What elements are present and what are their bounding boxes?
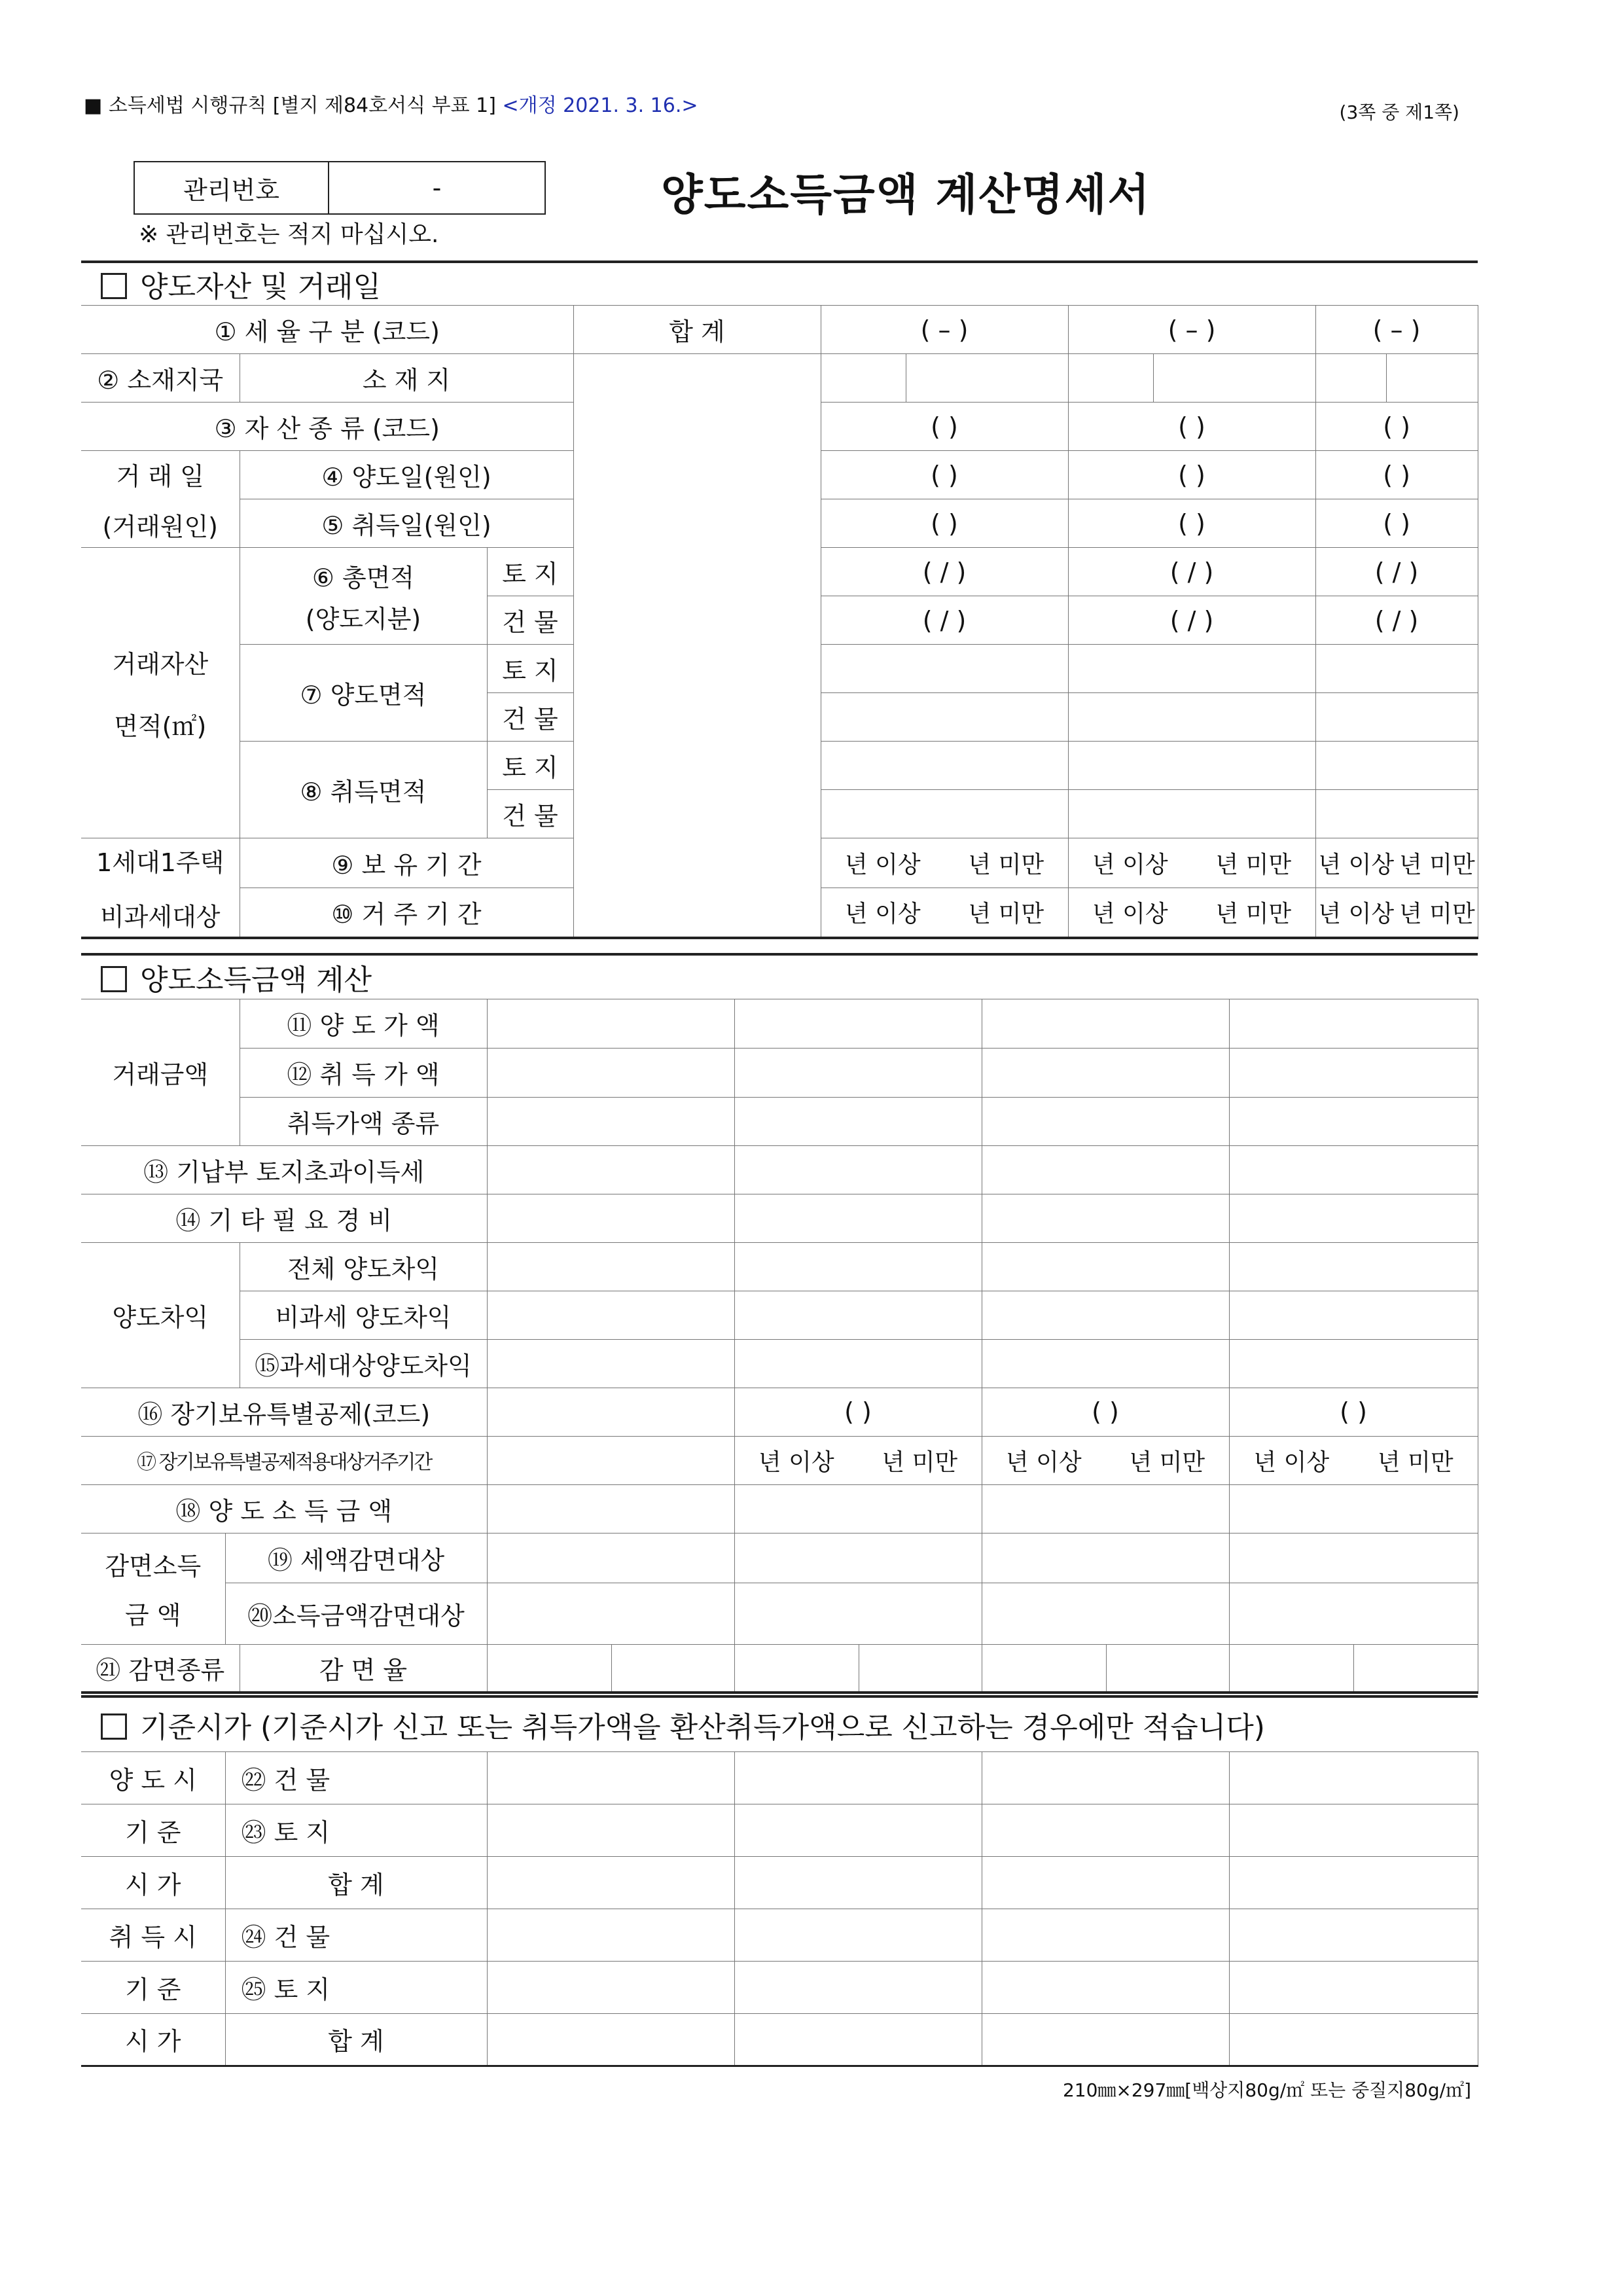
transfer-area-bldg-1[interactable]: [821, 693, 1068, 742]
acquisition-price-total[interactable]: [487, 1048, 734, 1097]
acquired-area-bldg-2[interactable]: [1068, 790, 1315, 838]
price-type-1[interactable]: [734, 1097, 982, 1145]
reduction-rate-1[interactable]: [859, 1644, 982, 1693]
asset-type-1[interactable]: ( ): [821, 403, 1068, 451]
transfer-date-label: ④ 양도일(원인): [240, 451, 573, 499]
nontaxable-gain-label: 비과세 양도차익: [240, 1291, 487, 1339]
total-gain-label: 전체 양도차익: [240, 1242, 487, 1291]
acquisition-date-2[interactable]: ( ): [1068, 499, 1315, 548]
land-label: 토 지: [487, 742, 573, 790]
price-type-total[interactable]: [487, 1097, 734, 1145]
tax-rate-code-2[interactable]: ( – ): [1068, 306, 1315, 354]
location-cell-1[interactable]: [906, 354, 1068, 403]
capital-gain-income-label: ⑱ 양 도 소 득 금 액: [81, 1484, 487, 1533]
management-number-label: 관리번호: [135, 162, 329, 213]
income-reduction-label: ⑳소득금액감면대상: [225, 1583, 487, 1644]
revision-date: <개정 2021. 3. 16.>: [502, 94, 698, 117]
reduction-rate-2[interactable]: [1106, 1644, 1229, 1693]
tax-rate-code-3[interactable]: ( – ): [1315, 306, 1478, 354]
sell-land-2[interactable]: [982, 1804, 1229, 1856]
acquisition-price-3[interactable]: [1229, 1048, 1478, 1097]
other-expenses-2[interactable]: [982, 1194, 1229, 1242]
buy-sum-3[interactable]: [1229, 2013, 1478, 2066]
sell-sum-1[interactable]: [734, 1856, 982, 1909]
total-area-land-1[interactable]: ( / ): [821, 548, 1068, 596]
buy-building-3[interactable]: [1229, 1909, 1478, 1961]
buy-sum-total[interactable]: [487, 2013, 734, 2066]
paid-land-tax-3[interactable]: [1229, 1145, 1478, 1194]
capital-gain-group: 양도차익: [81, 1242, 240, 1388]
other-expenses-3[interactable]: [1229, 1194, 1478, 1242]
acquisition-date-1[interactable]: ( ): [821, 499, 1068, 548]
transfer-area-bldg-3[interactable]: [1315, 693, 1478, 742]
page-indicator: (3쪽 중 제1쪽): [1339, 101, 1459, 123]
sell-building-1[interactable]: [734, 1751, 982, 1804]
acquisition-price-2[interactable]: [982, 1048, 1229, 1097]
capital-gain-income-3[interactable]: [1229, 1484, 1478, 1533]
acquisition-price-label: ⑫ 취 득 가 액: [240, 1048, 487, 1097]
holding-period-2[interactable]: 년 이상 년 미만: [1068, 838, 1315, 888]
section-calc-table: [81, 953, 1478, 1694]
price-type-3[interactable]: [1229, 1097, 1478, 1145]
sell-sum-total[interactable]: [487, 1856, 734, 1909]
trade-amount-group: 거래금액: [81, 999, 240, 1145]
form-title: 양도소득금액 계산명세서: [661, 170, 1151, 220]
total-column-blank: [573, 354, 821, 938]
form-reference: [84, 89, 698, 118]
building-label: 건 물: [487, 790, 573, 838]
reduction-type-2[interactable]: [982, 1644, 1106, 1693]
holding-period-1[interactable]: 년 이상 년 미만: [821, 838, 1068, 888]
reduction-rate-total[interactable]: [611, 1644, 734, 1693]
residence-period-3[interactable]: 년 이상 년 미만: [1315, 888, 1478, 938]
reduction-type-1[interactable]: [734, 1644, 859, 1693]
paid-land-tax-label: ⑬ 기납부 토지초과이득세: [81, 1145, 487, 1194]
total-area-land-2[interactable]: ( / ): [1068, 548, 1315, 596]
long-term-deduction-label: ⑯ 장기보유특별공제(코드): [81, 1388, 487, 1436]
location-cell-2[interactable]: [1153, 354, 1315, 403]
location-country-label: ② 소재지국: [81, 354, 240, 403]
nontaxable-gain-1[interactable]: [734, 1291, 982, 1339]
taxable-gain-1[interactable]: [734, 1339, 982, 1388]
buy-sum-label: 합 계: [225, 2013, 487, 2066]
land-label: 토 지: [487, 548, 573, 596]
price-type-2[interactable]: [982, 1097, 1229, 1145]
sell-sum-label: 합 계: [225, 1856, 487, 1909]
section-3-title: 기준시가 (기준시가 신고 또는 취득가액을 환산취득가액으로 신고하는 경우에만 적습니다): [81, 1696, 1478, 1751]
form-ref-text: ■ 소득세법 시행규칙 [별지 제84호서식 부표 1]: [84, 94, 496, 117]
total-gain-total[interactable]: [487, 1242, 734, 1291]
transfer-area-land-3[interactable]: [1315, 645, 1478, 693]
transfer-date-1[interactable]: ( ): [821, 451, 1068, 499]
transfer-price-1[interactable]: [734, 999, 982, 1048]
transfer-area-land-2[interactable]: [1068, 645, 1315, 693]
holding-period-label: ⑨ 보 유 기 간: [240, 838, 573, 888]
income-reduction-total[interactable]: [487, 1583, 734, 1644]
taxable-gain-2[interactable]: [982, 1339, 1229, 1388]
tax-reduction-total[interactable]: [487, 1533, 734, 1583]
residence-period-1[interactable]: 년 이상 년 미만: [821, 888, 1068, 938]
tax-rate-code-1[interactable]: ( – ): [821, 306, 1068, 354]
nontaxable-gain-2[interactable]: [982, 1291, 1229, 1339]
income-reduction-2[interactable]: [982, 1583, 1229, 1644]
buy-building-total[interactable]: [487, 1909, 734, 1961]
land-label: 토 지: [487, 645, 573, 693]
sell-land-1[interactable]: [734, 1804, 982, 1856]
acquisition-price-type-label: 취득가액 종류: [240, 1097, 487, 1145]
total-area-label: ⑥ 총면적 (양도지분): [240, 548, 487, 645]
sell-building-3[interactable]: [1229, 1751, 1478, 1804]
country-cell-2[interactable]: [1068, 354, 1153, 403]
building-label: 건 물: [487, 596, 573, 645]
section-1-title: 양도자산 및 거래일: [81, 262, 1478, 306]
transfer-area-bldg-2[interactable]: [1068, 693, 1315, 742]
reduction-type-label: ㉑ 감면종류: [81, 1644, 240, 1693]
tax-reduction-1[interactable]: [734, 1533, 982, 1583]
building-label: 건 물: [487, 693, 573, 742]
acquired-area-bldg-3[interactable]: [1315, 790, 1478, 838]
buy-group-line-1: 취 득 시: [81, 1909, 225, 1961]
paid-land-tax-2[interactable]: [982, 1145, 1229, 1194]
acquired-area-land-1[interactable]: [821, 742, 1068, 790]
other-expenses-total[interactable]: [487, 1194, 734, 1242]
management-number-box: [134, 161, 546, 215]
section-asset-table: [81, 260, 1478, 939]
deduction-residence-period-label: ⑰ 장기보유특별공제적용대상거주기간: [81, 1436, 487, 1484]
location-label: 소 재 지: [240, 354, 573, 403]
total-gain-2[interactable]: [982, 1242, 1229, 1291]
asset-type-2[interactable]: ( ): [1068, 403, 1315, 451]
buy-sum-2[interactable]: [982, 2013, 1229, 2066]
transfer-date-3[interactable]: ( ): [1315, 451, 1478, 499]
acquired-area-land-3[interactable]: [1315, 742, 1478, 790]
total-header: 합 계: [573, 306, 821, 354]
capital-gain-income-2[interactable]: [982, 1484, 1229, 1533]
nontaxable-gain-3[interactable]: [1229, 1291, 1478, 1339]
location-cell-3[interactable]: [1386, 354, 1478, 403]
buy-building-label: ㉔ 건 물: [225, 1909, 487, 1961]
paid-land-tax-total[interactable]: [487, 1145, 734, 1194]
management-number-field[interactable]: -: [432, 173, 442, 202]
reduction-rate-3[interactable]: [1353, 1644, 1478, 1693]
buy-land-total[interactable]: [487, 1961, 734, 2013]
country-cell-3[interactable]: [1315, 354, 1386, 403]
buy-land-3[interactable]: [1229, 1961, 1478, 2013]
total-gain-1[interactable]: [734, 1242, 982, 1291]
sell-building-2[interactable]: [982, 1751, 1229, 1804]
other-expenses-1[interactable]: [734, 1194, 982, 1242]
sell-land-total[interactable]: [487, 1804, 734, 1856]
residence-period-2[interactable]: 년 이상 년 미만: [1068, 888, 1315, 938]
sell-sum-3[interactable]: [1229, 1856, 1478, 1909]
reduction-income-group: 감면소득 금 액: [81, 1533, 225, 1644]
transfer-area-label: ⑦ 양도면적: [240, 645, 487, 742]
acquisition-date-3[interactable]: ( ): [1315, 499, 1478, 548]
reduction-type-3[interactable]: [1229, 1644, 1353, 1693]
buy-building-1[interactable]: [734, 1909, 982, 1961]
acquired-area-land-2[interactable]: [1068, 742, 1315, 790]
paid-land-tax-1[interactable]: [734, 1145, 982, 1194]
paper-spec-footer: 210㎜×297㎜[백상지80g/㎡ 또는 중질지80g/㎡]: [1062, 2079, 1471, 2101]
long-term-deduction-1[interactable]: ( ): [734, 1388, 982, 1436]
trade-date-group: 거 래 일 (거래원인): [81, 451, 240, 548]
deduction-residence-total[interactable]: [487, 1436, 734, 1484]
country-cell-1[interactable]: [821, 354, 906, 403]
transfer-price-3[interactable]: [1229, 999, 1478, 1048]
sell-group-line-3: 시 가: [81, 1856, 225, 1909]
sell-sum-2[interactable]: [982, 1856, 1229, 1909]
buy-land-2[interactable]: [982, 1961, 1229, 2013]
tax-reduction-label: ⑲ 세액감면대상: [225, 1533, 487, 1583]
acquired-area-bldg-1[interactable]: [821, 790, 1068, 838]
taxable-gain-3[interactable]: [1229, 1339, 1478, 1388]
taxable-gain-label: ⑮과세대상양도차익: [240, 1339, 487, 1388]
asset-type-3[interactable]: ( ): [1315, 403, 1478, 451]
total-area-land-3[interactable]: ( / ): [1315, 548, 1478, 596]
long-term-deduction-total[interactable]: [487, 1388, 734, 1436]
sell-land-3[interactable]: [1229, 1804, 1478, 1856]
holding-period-3[interactable]: 년 이상 년 미만: [1315, 838, 1478, 888]
sell-building-total[interactable]: [487, 1751, 734, 1804]
total-area-bldg-1[interactable]: ( / ): [821, 596, 1068, 645]
transfer-area-land-1[interactable]: [821, 645, 1068, 693]
tax-reduction-2[interactable]: [982, 1533, 1229, 1583]
income-reduction-3[interactable]: [1229, 1583, 1478, 1644]
deduction-residence-3[interactable]: 년 이상 년 미만: [1229, 1436, 1478, 1484]
buy-land-label: ㉕ 토 지: [225, 1961, 487, 2013]
long-term-deduction-3[interactable]: ( ): [1229, 1388, 1478, 1436]
total-area-bldg-3[interactable]: ( / ): [1315, 596, 1478, 645]
other-expenses-label: ⑭ 기 타 필 요 경 비: [81, 1194, 487, 1242]
long-term-deduction-2[interactable]: ( ): [982, 1388, 1229, 1436]
buy-sum-1[interactable]: [734, 2013, 982, 2066]
asset-type-label: ③ 자 산 종 류 (코드): [81, 403, 573, 451]
sell-land-label: ㉓ 토 지: [225, 1804, 487, 1856]
tax-reduction-3[interactable]: [1229, 1533, 1478, 1583]
transfer-price-label: ⑪ 양 도 가 액: [240, 999, 487, 1048]
reduction-rate-label: 감 면 율: [240, 1644, 487, 1693]
buy-land-1[interactable]: [734, 1961, 982, 2013]
section-2-title: 양도소득금액 계산: [81, 954, 1478, 999]
nontaxable-gain-total[interactable]: [487, 1291, 734, 1339]
deduction-residence-2[interactable]: 년 이상 년 미만: [982, 1436, 1229, 1484]
total-gain-3[interactable]: [1229, 1242, 1478, 1291]
transfer-date-2[interactable]: ( ): [1068, 451, 1315, 499]
sell-group-line-2: 기 준: [81, 1804, 225, 1856]
transfer-price-total[interactable]: [487, 999, 734, 1048]
capital-gain-income-total[interactable]: [487, 1484, 734, 1533]
deduction-residence-1[interactable]: 년 이상 년 미만: [734, 1436, 982, 1484]
section-standard-price-table: [81, 1695, 1478, 2067]
acquisition-price-1[interactable]: [734, 1048, 982, 1097]
asset-area-group: 거래자산 면적(㎡): [81, 548, 240, 838]
tax-rate-class-label: ① 세 율 구 분 (코드): [81, 306, 573, 354]
buy-building-2[interactable]: [982, 1909, 1229, 1961]
single-house-group: 1세대1주택 비과세대상: [81, 838, 240, 938]
income-reduction-1[interactable]: [734, 1583, 982, 1644]
acquired-area-label: ⑧ 취득면적: [240, 742, 487, 838]
total-area-bldg-2[interactable]: ( / ): [1068, 596, 1315, 645]
capital-gain-income-1[interactable]: [734, 1484, 982, 1533]
management-number-note: ※ 관리번호는 적지 마십시오.: [139, 221, 439, 248]
buy-group-line-3: 시 가: [81, 2013, 225, 2066]
buy-group-line-2: 기 준: [81, 1961, 225, 2013]
taxable-gain-total[interactable]: [487, 1339, 734, 1388]
acquisition-date-label: ⑤ 취득일(원인): [240, 499, 573, 548]
reduction-type-total[interactable]: [487, 1644, 611, 1693]
residence-period-label: ⑩ 거 주 기 간: [240, 888, 573, 938]
sell-group-line-1: 양 도 시: [81, 1751, 225, 1804]
sell-building-label: ㉒ 건 물: [225, 1751, 487, 1804]
transfer-price-2[interactable]: [982, 999, 1229, 1048]
